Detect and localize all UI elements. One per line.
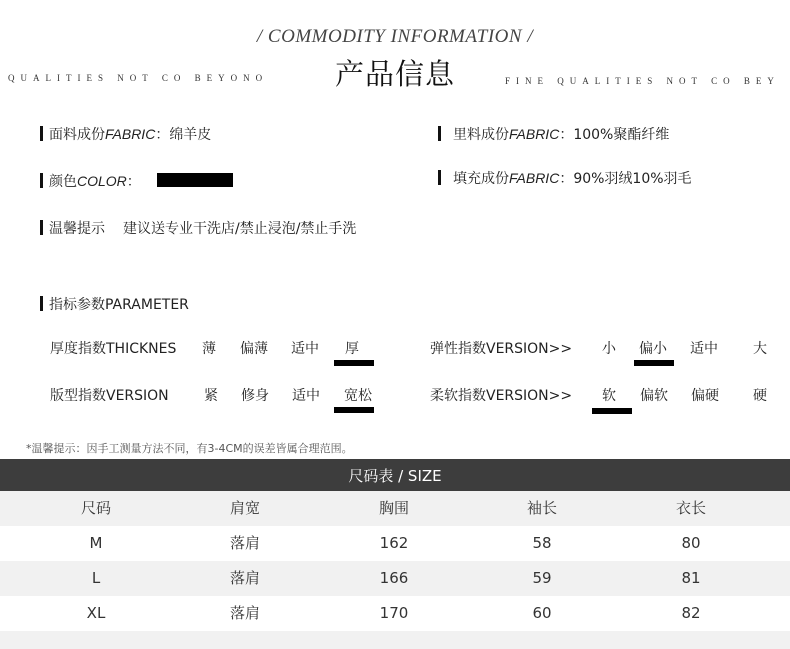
bullet-bar-icon: [40, 173, 43, 188]
elasticity-option-selected: 偏小: [639, 341, 667, 357]
softness-label: 柔软指数VERSION>>: [430, 388, 573, 404]
softness-option: 偏硬: [691, 388, 719, 404]
bullet-bar-icon: [40, 296, 43, 311]
fabric-sep: ：: [155, 127, 170, 143]
lining-en: FABRIC: [509, 126, 560, 142]
filling-value: 90%羽绒10%羽毛: [573, 171, 692, 187]
color-info: [40, 171, 141, 191]
table-cell: L: [91, 569, 101, 587]
lining-info: [438, 124, 669, 144]
table-cell: 58: [532, 534, 552, 552]
softness-option: 偏软: [640, 388, 668, 404]
column-header: 尺码: [80, 499, 111, 517]
care-label: 温馨提示: [49, 221, 105, 237]
care-info: [40, 218, 356, 238]
fabric-en: FABRIC: [105, 126, 156, 142]
softness-selected-marker: [592, 408, 632, 414]
parameter-title: [40, 294, 189, 314]
elasticity-option: 适中: [690, 341, 718, 357]
fabric-info: [40, 124, 211, 144]
lining-sep: ：: [559, 127, 574, 143]
bullet-bar-icon: [438, 170, 441, 185]
color-swatch: [157, 173, 233, 187]
color-label: 颜色: [49, 174, 77, 190]
column-header: 胸围: [378, 499, 409, 517]
header-subtitle: / COMMODITY INFORMATION /: [256, 26, 534, 47]
lining-label: 里料成份: [453, 127, 509, 143]
bullet-bar-icon: [40, 220, 43, 235]
fit-label: 版型指数VERSION: [50, 388, 169, 404]
size-table-title: 尺码表 / SIZE: [348, 467, 442, 485]
thickness-option: 适中: [291, 341, 319, 357]
fit-option: 修身: [241, 388, 269, 404]
elasticity-option: 大: [753, 341, 767, 357]
fit-option: 紧: [204, 388, 218, 404]
bullet-bar-icon: [40, 126, 43, 141]
lining-value: 100%聚酯纤维: [573, 127, 670, 143]
filling-sep: ：: [559, 171, 574, 187]
size-table-header-row: [0, 491, 790, 526]
fit-option-selected: 宽松: [344, 388, 372, 404]
table-cell: M: [89, 534, 103, 552]
filling-label: 填充成份: [453, 171, 509, 187]
measurement-note: *温馨提示：因手工测量方法不同，有3-4CM的误差皆属合理范围。: [26, 442, 353, 455]
fabric-value: 绵羊皮: [169, 127, 212, 143]
page-title: 产品信息: [334, 57, 455, 91]
table-cell: 82: [681, 604, 701, 622]
thickness-option: 偏薄: [240, 341, 268, 357]
softness-option: 硬: [753, 388, 767, 404]
bullet-bar-icon: [438, 126, 441, 141]
table-cell: 落肩: [229, 569, 260, 587]
table-cell: 81: [681, 569, 701, 587]
elasticity-option: 小: [602, 341, 616, 357]
tagline-left: QUALITIES NOT CO BEYONO: [8, 73, 269, 83]
table-cell: XL: [86, 604, 106, 622]
fit-option: 适中: [292, 388, 320, 404]
table-row: [0, 561, 790, 596]
elasticity-selected-marker: [634, 360, 674, 366]
table-cell: 170: [379, 604, 409, 622]
elasticity-label: 弹性指数VERSION>>: [430, 341, 573, 357]
color-en: COLOR: [77, 173, 127, 189]
table-cell: 60: [532, 604, 552, 622]
color-sep: ：: [126, 174, 141, 190]
column-header: 肩宽: [229, 499, 260, 517]
softness-option-selected: 软: [602, 388, 616, 404]
column-header: 衣长: [675, 499, 706, 517]
tagline-right: FINE QUALITIES NOT CO BEY: [505, 76, 780, 86]
table-cell: 59: [532, 569, 552, 587]
filling-info: [438, 168, 692, 188]
filling-en: FABRIC: [509, 170, 560, 186]
table-cell: 166: [379, 569, 409, 587]
table-cell: 落肩: [229, 534, 260, 552]
care-value: 建议送专业干洗店/禁止浸泡/禁止手洗: [123, 221, 357, 237]
thickness-selected-marker: [334, 360, 374, 366]
table-row: [0, 526, 790, 561]
thickness-label: 厚度指数THICKNES: [50, 341, 177, 357]
thickness-option-selected: 厚: [345, 341, 359, 357]
table-cell: 落肩: [229, 604, 260, 622]
table-cell: 162: [379, 534, 409, 552]
thickness-option: 薄: [202, 341, 216, 357]
fit-selected-marker: [334, 407, 374, 413]
column-header: 袖长: [526, 499, 557, 517]
table-row: [0, 596, 790, 631]
fabric-label: 面料成份: [49, 127, 105, 143]
table-footer-row: [0, 631, 790, 649]
table-cell: 80: [681, 534, 701, 552]
parameter-title-text: 指标参数PARAMETER: [49, 297, 189, 313]
